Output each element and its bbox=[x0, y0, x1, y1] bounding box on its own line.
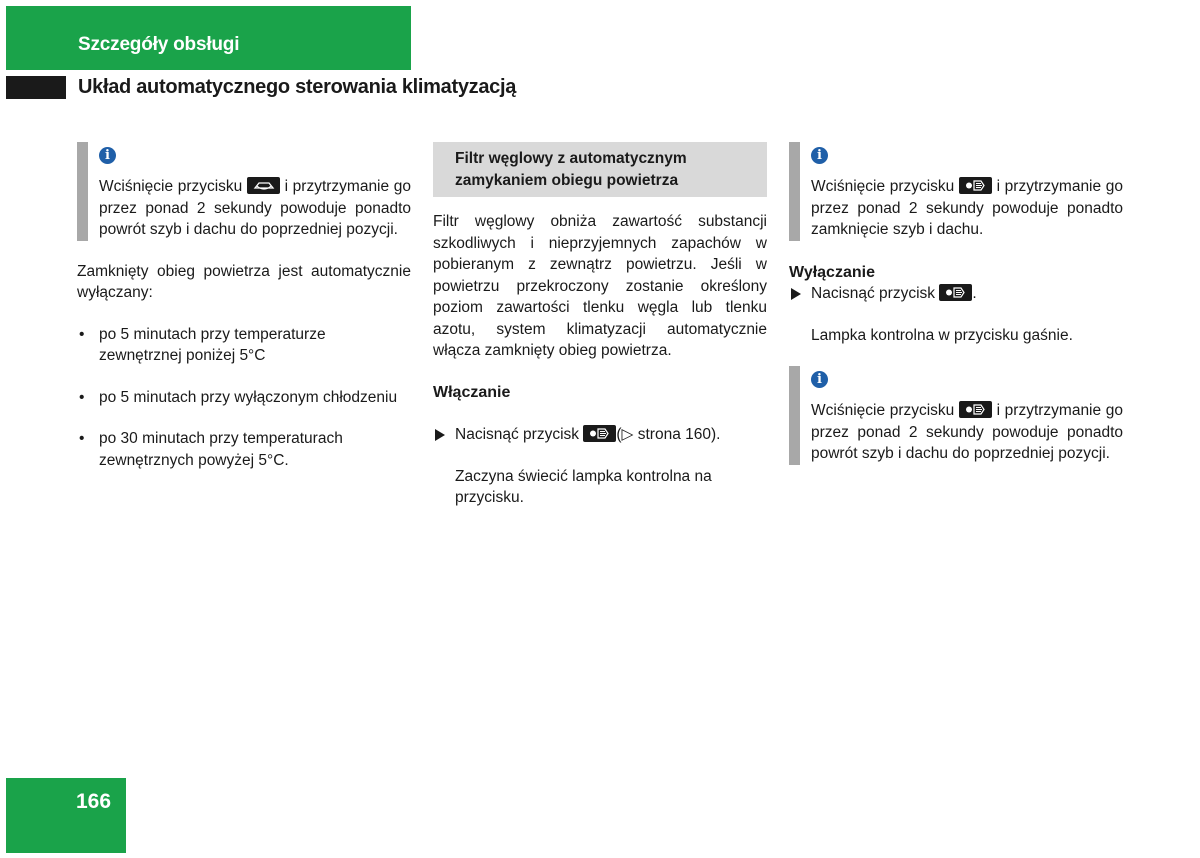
note-text-start: Wciśnięcie przycisku bbox=[811, 402, 955, 419]
page-number-box bbox=[6, 778, 126, 853]
air-recirculation-button-icon bbox=[247, 177, 280, 194]
switch-off-step bbox=[789, 283, 1123, 305]
note-text-end: i przytrzymanie go przez ponad 2 sekundy powoduje ponadto powrót szyb i dachu do poprzedniej pozycji. bbox=[99, 178, 411, 238]
condition-list bbox=[77, 324, 411, 472]
step-arrow-icon bbox=[791, 288, 801, 300]
carbon-filter-button-icon bbox=[583, 425, 616, 442]
note-bar bbox=[789, 366, 800, 465]
column-middle bbox=[433, 142, 767, 509]
carbon-filter-button-icon bbox=[959, 401, 992, 418]
note-bar bbox=[77, 142, 88, 241]
page-number: 166 bbox=[76, 790, 112, 813]
switch-off-result: Lampka kontrolna w przycisku gaśnie. bbox=[811, 326, 1073, 344]
note-text-end: i przytrzymanie go przez ponad 2 sekundy powoduje ponadto zamknięcie szyb i dachu. bbox=[811, 178, 1123, 238]
switch-on-heading: Włączanie bbox=[433, 383, 511, 401]
switch-on-result: Zaczyna świecić lampka kontrolna na przycisku. bbox=[455, 467, 712, 506]
info-note bbox=[77, 142, 411, 241]
switch-on-step bbox=[433, 424, 767, 446]
intro-text: Zamknięty obieg powietrza jest automatycznie wyłączany: bbox=[77, 262, 411, 301]
list-item: • po 30 minutach przy temperaturach zewnętrznych powyżej 5°C. bbox=[77, 428, 411, 471]
carbon-filter-button-icon bbox=[939, 284, 972, 301]
note-text-start: Wciśnięcie przycisku bbox=[811, 178, 955, 195]
title-marker-bar bbox=[6, 76, 66, 99]
step-text-end: . bbox=[972, 285, 977, 302]
info-icon: i bbox=[811, 147, 828, 164]
carbon-filter-description: Filtr węglowy obniża zawartość substancji szkodliwych i nieprzyjemnych zapachów w pobieranym z zewnątrz powietrzu. Jeśli w powietrzu przekroczony zostanie określony poziom zawartości tlenku węgla lub tlenku azotu, system klimatyzacji automatycznie włącza zamknięty obieg powietrza. bbox=[433, 213, 767, 359]
list-item: • po 5 minutach przy temperaturze zewnętrznej poniżej 5°C bbox=[77, 324, 411, 367]
list-item: • po 5 minutach przy wyłączonym chłodzeniu bbox=[77, 387, 411, 409]
section-tab bbox=[6, 6, 411, 70]
carbon-filter-header: Filtr węglowy z automatycznym zamykaniem obiegu powietrza bbox=[433, 142, 767, 197]
page-title: Układ automatycznego sterowania klimatyzacją bbox=[78, 76, 517, 98]
carbon-filter-button-icon bbox=[959, 177, 992, 194]
info-icon: i bbox=[811, 371, 828, 388]
note-text-end: i przytrzymanie go przez ponad 2 sekundy powoduje ponadto powrót szyb i dachu do poprzedniej pozycji. bbox=[811, 402, 1123, 462]
switch-off-heading: Wyłączanie bbox=[789, 263, 875, 281]
column-right bbox=[789, 142, 1123, 465]
step-text-end: (▷ strona 160). bbox=[616, 426, 721, 443]
info-note bbox=[789, 366, 1123, 465]
step-text-start: Nacisnąć przycisk bbox=[455, 426, 580, 443]
step-text-start: Nacisnąć przycisk bbox=[811, 285, 936, 302]
step-arrow-icon bbox=[435, 429, 445, 441]
note-bar bbox=[789, 142, 800, 241]
note-text-start: Wciśnięcie przycisku bbox=[99, 178, 243, 195]
column-left bbox=[77, 142, 411, 491]
info-icon: i bbox=[99, 147, 116, 164]
info-note bbox=[789, 142, 1123, 241]
section-label: Szczegóły obsługi bbox=[78, 34, 240, 55]
